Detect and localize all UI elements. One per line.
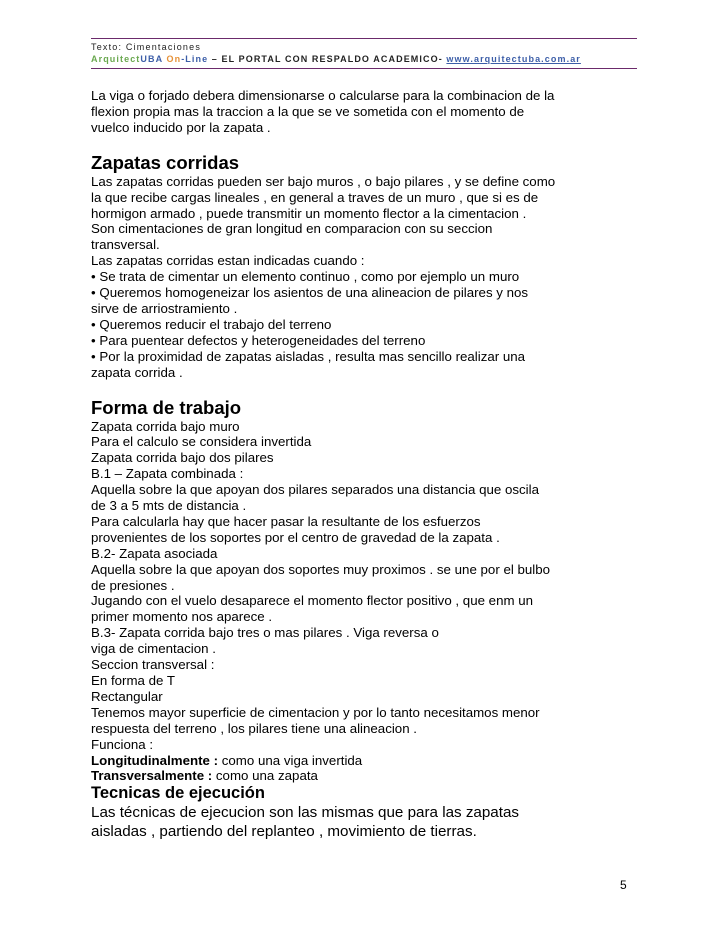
text-line: Zapata corrida bajo muro: [91, 418, 240, 434]
text-line: Zapata corrida bajo dos pilares: [91, 450, 274, 466]
header-top-rule: [91, 38, 637, 39]
text-line: hormigon armado , puede transmitir un momento flector a la cimentacion .: [91, 205, 527, 221]
transversal-label: Transversalmente :: [91, 768, 213, 784]
bullet-item: • Queremos reducir el trabajo del terreno: [91, 316, 332, 332]
brand-on: On: [166, 54, 182, 64]
section-title-zapatas-corridas: Zapatas corridas: [91, 151, 240, 173]
longitudinal-line: [91, 753, 581, 769]
text-line: Aquella sobre la que apoyan dos soportes muy proximos . se une por el bulbo: [91, 561, 551, 577]
brand-arquitect: Arquitect: [91, 54, 141, 64]
section-title-tecnicas-de-ejecucion: Tecnicas de ejecución: [91, 784, 265, 803]
text-line: Las técnicas de ejecucion son las mismas que para las zapatas: [91, 804, 520, 822]
main-content: [91, 88, 581, 841]
text-line: Para calcularla hay que hacer pasar la resultante de los esfuerzos: [91, 513, 481, 529]
bullet-item: • Por la proximidad de zapatas aisladas , resulta mas sencillo realizar una: [91, 348, 526, 364]
text-line: Funciona :: [91, 736, 154, 752]
bullet-item: • Se trata de cimentar un elemento continuo , como por ejemplo un muro: [91, 269, 520, 285]
text-line: Rectangular: [91, 688, 163, 704]
text-line: respuesta del terreno , los pilares tiene una alineacion .: [91, 720, 417, 736]
text-line: vuelco inducido por la zapata .: [91, 119, 271, 135]
text-line: flexion propia mas la traccion a la que se ve sometida con el momento de: [91, 103, 525, 119]
text-line: la que recibe cargas lineales , en general a traves de un muro , que si es de: [91, 189, 539, 205]
text-line: Aquella sobre la que apoyan dos pilares separados una distancia que oscila: [91, 482, 539, 498]
text-line: viga de cimentacion .: [91, 641, 216, 657]
header-url-link[interactable]: www.arquitectuba.com.ar: [446, 54, 581, 64]
text-line: B.2- Zapata asociada: [91, 545, 218, 561]
text-line: Seccion transversal :: [91, 657, 215, 673]
transversal-line: [91, 768, 581, 784]
text-line: zapata corrida .: [91, 364, 183, 380]
section-title-forma-de-trabajo: Forma de trabajo: [91, 396, 242, 418]
text-line: Son cimentaciones de gran longitud en comparacion con su seccion: [91, 221, 493, 237]
text-line: de 3 a 5 mts de distancia .: [91, 498, 247, 514]
transversal-text: como una zapata: [212, 768, 318, 784]
text-line: sirve de arriostramiento .: [91, 300, 238, 316]
header-bottom-rule: [91, 68, 637, 69]
section-forma-de-trabajo-body: [91, 419, 581, 785]
longitudinal-label: Longitudinalmente :: [91, 752, 219, 768]
text-line: B.3- Zapata corrida bajo tres o mas pilares . Viga reversa o: [91, 625, 439, 641]
text-line: La viga o forjado debera dimensionarse o calcularse para la combinacion de la: [91, 88, 555, 103]
bullet-item: • Para puentear defectos y heterogeneidades del terreno: [91, 332, 426, 348]
page-number: 5: [620, 878, 627, 892]
longitudinal-text: como una viga invertida: [218, 752, 363, 768]
text-line: aisladas , partiendo del replanteo , movimiento de tierras.: [91, 823, 477, 841]
text-line: Tenemos mayor superficie de cimentacion y por lo tanto necesitamos menor: [91, 704, 540, 720]
text-line: B.1 – Zapata combinada :: [91, 466, 244, 482]
text-line: Jugando con el vuelo desaparece el momento flector positivo , que enm un: [91, 593, 534, 609]
section-zapatas-corridas-body: [91, 174, 581, 381]
text-line: Para el calculo se considera invertida: [91, 434, 312, 450]
text-line: Las zapatas corridas pueden ser bajo muros , o bajo pilares , y se define como: [91, 173, 556, 189]
header-portal-line: [91, 53, 637, 66]
bullet-item: • Queremos homogeneizar los asientos de una alineacion de pilares y nos: [91, 285, 529, 301]
header-document-title: Texto: Cimentaciones: [91, 42, 202, 52]
page-header: [91, 38, 637, 69]
text-line: Las zapatas corridas estan indicadas cuando :: [91, 253, 365, 269]
header-tagline: – EL PORTAL CON RESPALDO ACADEMICO-: [208, 54, 447, 64]
brand-uba: UBA: [140, 54, 163, 64]
text-line: de presiones .: [91, 577, 175, 593]
text-line: En forma de T: [91, 673, 176, 688]
brand-line: -Line: [181, 54, 209, 64]
text-line: primer momento nos aparece .: [91, 609, 273, 625]
section-tecnicas-body: [91, 803, 581, 841]
text-line: provenientes de los soportes por el centro de gravedad de la zapata .: [91, 529, 500, 545]
text-line: transversal.: [91, 237, 160, 253]
intro-paragraph: [91, 88, 581, 136]
